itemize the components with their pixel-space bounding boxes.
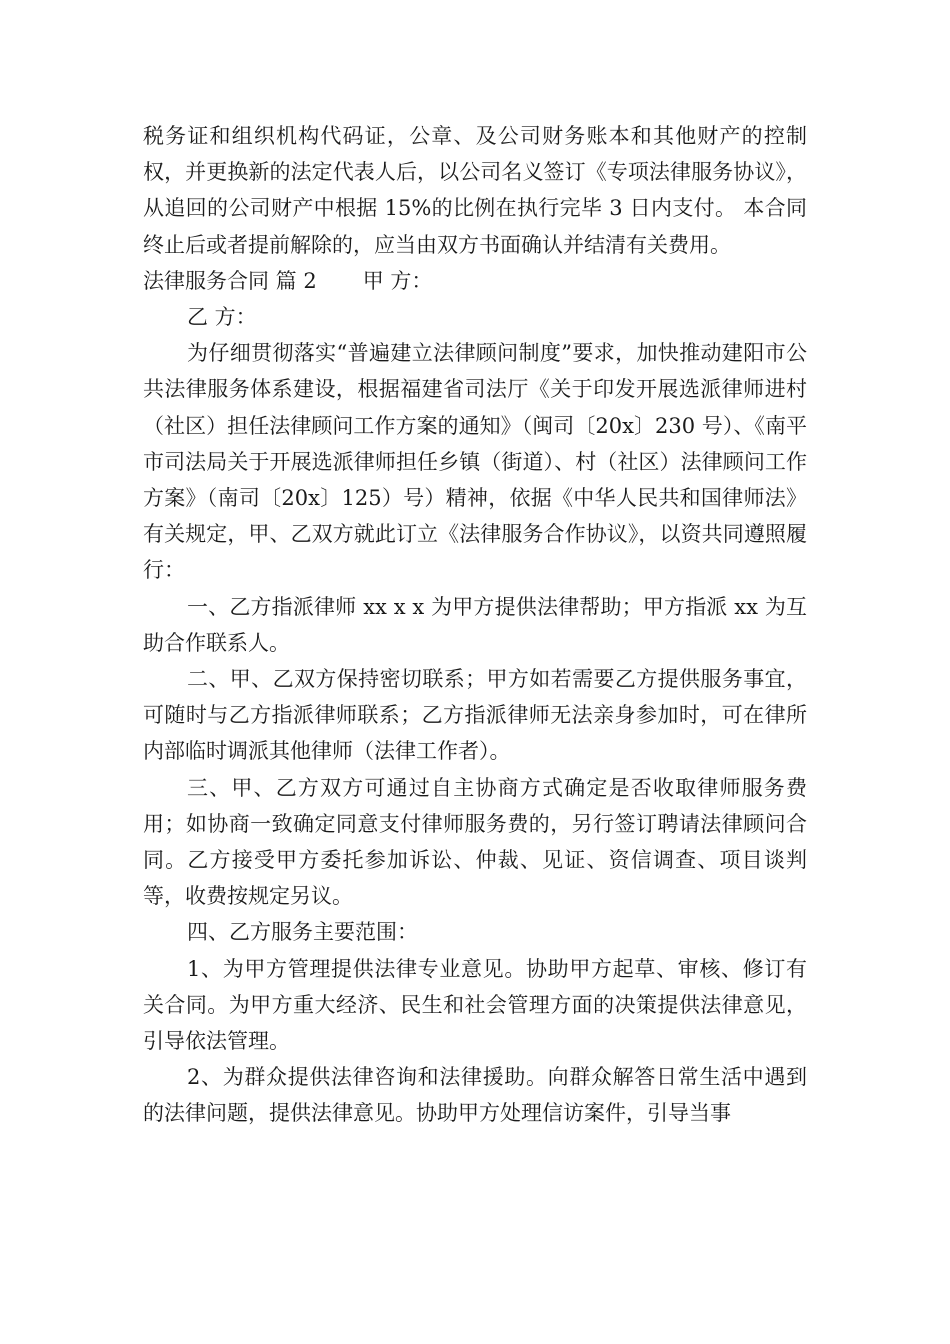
document-body [143,118,807,1132]
scope-item-2: 2、为群众提供法律咨询和法律援助。向群众解答日常生活中遇到的法律问题，提供法律意见。协助甲方处理信访案件，引导当事 [143,1065,807,1126]
party-a-label: 甲 方： [362,268,433,293]
clause-1: 一、乙方指派律师 xx x x 为甲方提供法律帮助；甲方指派 xx 为互助合作联系人。 [143,594,807,655]
paragraph-preamble: 为仔细贯彻落实“普遍建立法律顾问制度”要求，加快推动建阳市公共法律服务体系建设，根据福建省司法厅《关于印发开展选派律师进村（社区）担任法律顾问工作方案的通知》（闽司〔20x〕230 号）、《南平市司法局关于开展选派律师担任乡镇（街道）、村（社区）法律顾问工作方案》（南司〔20x〕125）号）精神，依据《中华人民共和国律师法》有关规定，甲、乙双方就此订立《法律服务合作协议》，以资共同遵照履行： [143,341,807,583]
paragraph-continuation: 税务证和组织机构代码证，公章、及公司财务账本和其他财产的控制权，并更换新的法定代表人后，以公司名义签订《专项法律服务协议》，从追回的公司财产中根据 15%的比例在执行完毕 3 日内支付。 本合同终止后或者提前解除的，应当由双方书面确认并结清有关费用。 [143,124,807,257]
section-heading [143,263,807,299]
clause-2: 二、甲、乙双方保持密切联系；甲方如若需要乙方提供服务事宜，可随时与乙方指派律师联系；乙方指派律师无法亲身参加时，可在律所内部临时调派其他律师（法律工作者）。 [143,667,807,764]
section-title: 法律服务合同 篇 2 [143,268,317,293]
scope-item-1: 1、为甲方管理提供法律专业意见。协助甲方起草、审核、修订有关合同。为甲方重大经济、民生和社会管理方面的决策提供法律意见，引导依法管理。 [143,956,807,1054]
clause-3: 三、甲、乙方双方可通过自主协商方式确定是否收取律师服务费用；如协商一致确定同意支付律师服务费的，另行签订聘请法律顾问合同。乙方接受甲方委托参加诉讼、仲裁、见证、资信调查、项目谈判等，收费按规定另议。 [143,775,807,909]
clause-4-heading: 四、乙方服务主要范围： [187,920,418,945]
party-b-label: 乙 方： [187,305,257,330]
